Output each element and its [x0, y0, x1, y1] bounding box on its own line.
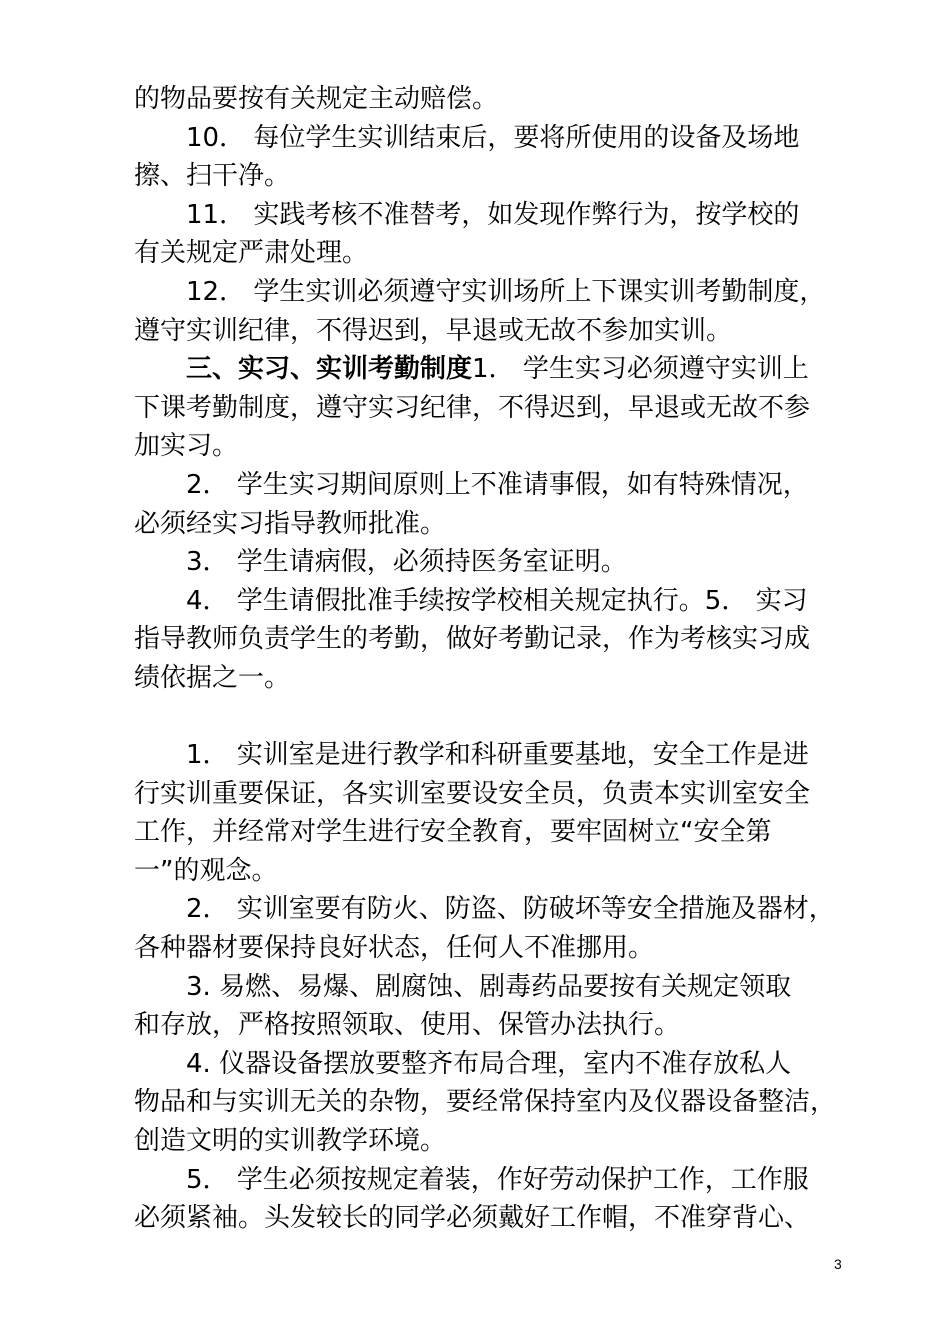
text-line: 必须紧袖。头发较长的同学必须戴好工作帽，不准穿背心、 [134, 1203, 811, 1234]
text-line: 创造文明的实训教学环境。 [134, 1126, 447, 1157]
text-line: 的物品要按有关规定主动赔偿。 [134, 84, 499, 114]
text-line: 1． 实训室是进行教学和科研重要基地，安全工作是进 [186, 740, 809, 771]
text-line: 4． 学生请假批准手续按学校相关规定执行。5． 实习 [186, 585, 808, 616]
text-line: 行实训重要保证，各实训室要设安全员，负责本实训室安全 [134, 778, 811, 809]
text-line: 物品和与实训无关的杂物，要经常保持室内及仪器设备整洁， [134, 1087, 837, 1118]
text-line: 必须经实习指导教师批准。 [134, 508, 447, 539]
text-line: 加实习。 [134, 431, 239, 462]
text-line: 11． 实践考核不准替考，如发现作弊行为，按学校的 [186, 199, 800, 230]
text-line: 2． 学生实习期间原则上不准请事假，如有特殊情况， [186, 469, 809, 500]
text-line: 有关规定严肃处理。 [134, 238, 369, 269]
blank-line [134, 698, 864, 737]
section-heading: 三、实习、实训考勤制度 [186, 354, 473, 385]
text-line: 绩依据之一。 [134, 662, 291, 693]
text-line: 3． 学生请病假，必须持医务室证明。 [186, 547, 627, 578]
page-number: 3 [834, 1256, 842, 1272]
text-line: 遵守实训纪律，不得迟到，早退或无故不参加实训。 [134, 315, 733, 346]
text-line: 2． 实训室要有防火、防盗、防破坏等安全措施及器材， [186, 894, 835, 925]
text-line: 5． 学生必须按规定着装，作好劳动保护工作，工作服 [186, 1164, 809, 1195]
text-line: 下课考勤制度，遵守实习纪律，不得迟到，早退或无故不参 [134, 392, 811, 423]
text-line: 工作，并经常对学生进行安全教育，要牢固树立“安全第 [134, 817, 772, 848]
text-line: 4. 仪器设备摆放要整齐布局合理，室内不准存放私人 [186, 1048, 792, 1079]
text-line: 3. 易燃、易爆、剧腐蚀、剧毒药品要按有关规定领取 [186, 971, 792, 1002]
text-line: 各种器材要保持良好状态，任何人不准挪用。 [134, 933, 655, 964]
text-line: 擦、扫干净。 [134, 161, 291, 192]
text-line: 10． 每位学生实训结束后，要将所使用的设备及场地 [186, 122, 800, 153]
text-line [134, 350, 864, 389]
document-body [134, 80, 864, 1238]
text-line: 一”的观念。 [134, 855, 278, 886]
text-line: 12． 学生实训必须遵守实训场所上下课实训考勤制度， [186, 276, 826, 307]
text-line: 指导教师负责学生的考勤，做好考勤记录，作为考核实习成 [134, 624, 811, 655]
text-line: 和存放，严格按照领取、使用、保管办法执行。 [134, 1010, 681, 1041]
text-span: 1． 学生实习必须遵守实训上 [472, 354, 809, 385]
